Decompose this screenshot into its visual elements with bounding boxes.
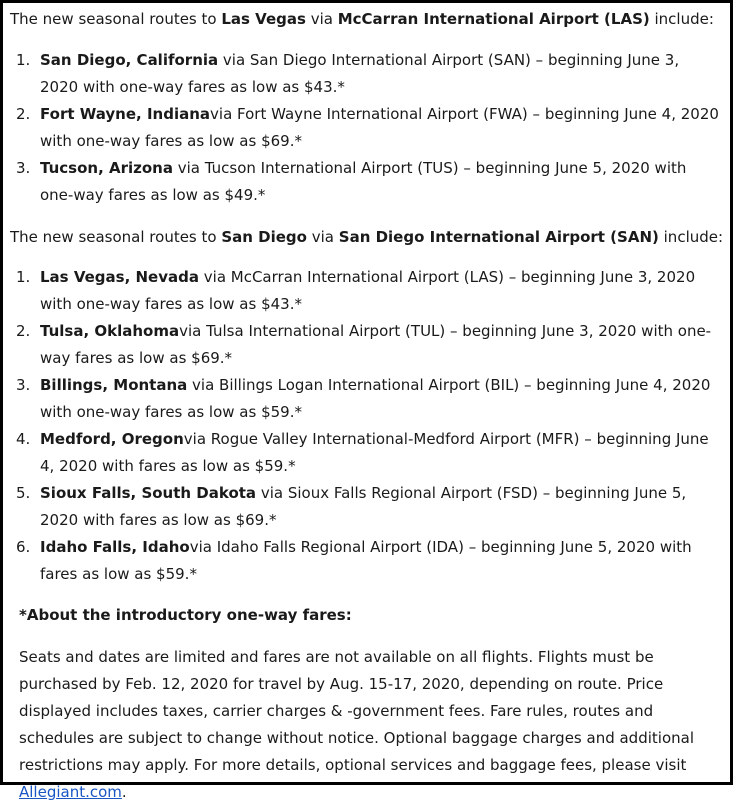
route-city: Idaho Falls, Idaho	[40, 538, 190, 556]
route-city: Sioux Falls, South Dakota	[40, 484, 257, 502]
route-city: Billings, Montana	[40, 376, 188, 394]
route-item	[3, 480, 730, 534]
route-item	[3, 264, 730, 318]
about-fares-paragraph: Seats and dates are limited and fares are not available on all flights. Flights must be purchased by Feb. 12, 2020 for travel by Aug. 15-17, 2020, depending on route. Price displayed includes taxes, carrier charges & -government fees. Fare rules, routes and schedules are subject to change without notice. Optional baggage charges and additional restrictions may apply. For more details, optional services and baggage fees, please visit Allegiant.com.	[19, 648, 694, 801]
route-number: 4.	[16, 430, 31, 448]
route-details: via Tucson International Airport (TUS) – beginning June 5, 2020 with one-way fares as low as $49.*	[40, 159, 687, 204]
allegiant-link[interactable]: Allegiant.com	[19, 783, 122, 801]
route-number: 5.	[16, 484, 31, 502]
route-item	[3, 318, 730, 372]
intro-las-heading: The new seasonal routes to Las Vegas via McCarran International Airport (LAS) include:	[10, 10, 714, 28]
about-fares-body: Seats and dates are limited and fares are not available on all flights. Flights must be purchased by Feb. 12, 2020 for travel by Aug. 15-17, 2020, depending on route. Price displayed includes taxes, carrier charges & -government fees. Fare rules, routes and schedules are subject to change without notice. Optional baggage charges and additional restrictions may apply. For more details, optional services and baggage fees, please visit	[19, 648, 694, 774]
route-details: via Idaho Falls Regional Airport (IDA) – beginning June 5, 2020 with fares as low as $59.*	[40, 538, 692, 583]
route-number: 1.	[16, 51, 31, 69]
routes-las-list	[3, 47, 730, 209]
intro-las-airport: McCarran International Airport (LAS)	[337, 10, 650, 28]
route-city: Tulsa, Oklahoma	[40, 322, 180, 340]
route-number: 3.	[16, 376, 31, 394]
route-city: Medford, Oregon	[40, 430, 184, 448]
route-details: via San Diego International Airport (SAN) – beginning June 3, 2020 with one-way fares as low as $43.*	[40, 51, 680, 96]
routes-san-list	[3, 264, 730, 588]
about-fares-title: *About the introductory one-way fares:	[19, 606, 352, 624]
route-details: via Rogue Valley International-Medford Airport (MFR) – beginning June 4, 2020 with fares as low as $59.*	[40, 430, 709, 475]
route-details: via Billings Logan International Airport (BIL) – beginning June 4, 2020 with one-way fares as low as $59.*	[40, 376, 711, 421]
route-number: 3.	[16, 159, 31, 177]
route-number: 2.	[16, 322, 31, 340]
route-number: 1.	[16, 268, 31, 286]
route-item	[3, 372, 730, 426]
route-number: 6.	[16, 538, 31, 556]
route-city: Fort Wayne, Indiana	[40, 105, 211, 123]
route-item	[3, 47, 730, 101]
intro-san-airport: San Diego International Airport (SAN)	[338, 228, 659, 246]
route-details: via Fort Wayne International Airport (FWA) – beginning June 4, 2020 with one-way fares as low as $69.*	[40, 105, 719, 150]
route-item	[3, 155, 730, 209]
intro-san-city: San Diego	[221, 228, 307, 246]
route-city: Las Vegas, Nevada	[40, 268, 199, 286]
route-item	[3, 426, 730, 480]
route-item	[3, 534, 730, 588]
route-city: San Diego, California	[40, 51, 219, 69]
route-city: Tucson, Arizona	[40, 159, 173, 177]
route-number: 2.	[16, 105, 31, 123]
route-details: via Tulsa International Airport (TUL) – beginning June 3, 2020 with one-way fares as low as $69.*	[40, 322, 712, 367]
route-item	[3, 101, 730, 155]
route-details: via McCarran International Airport (LAS) – beginning June 3, 2020 with one-way fares as low as $43.*	[40, 268, 696, 313]
intro-san-heading: The new seasonal routes to San Diego via San Diego International Airport (SAN) include:	[10, 228, 724, 246]
route-details: via Sioux Falls Regional Airport (FSD) – beginning June 5, 2020 with fares as low as $69.*	[40, 484, 687, 529]
intro-las-city: Las Vegas	[221, 10, 306, 28]
